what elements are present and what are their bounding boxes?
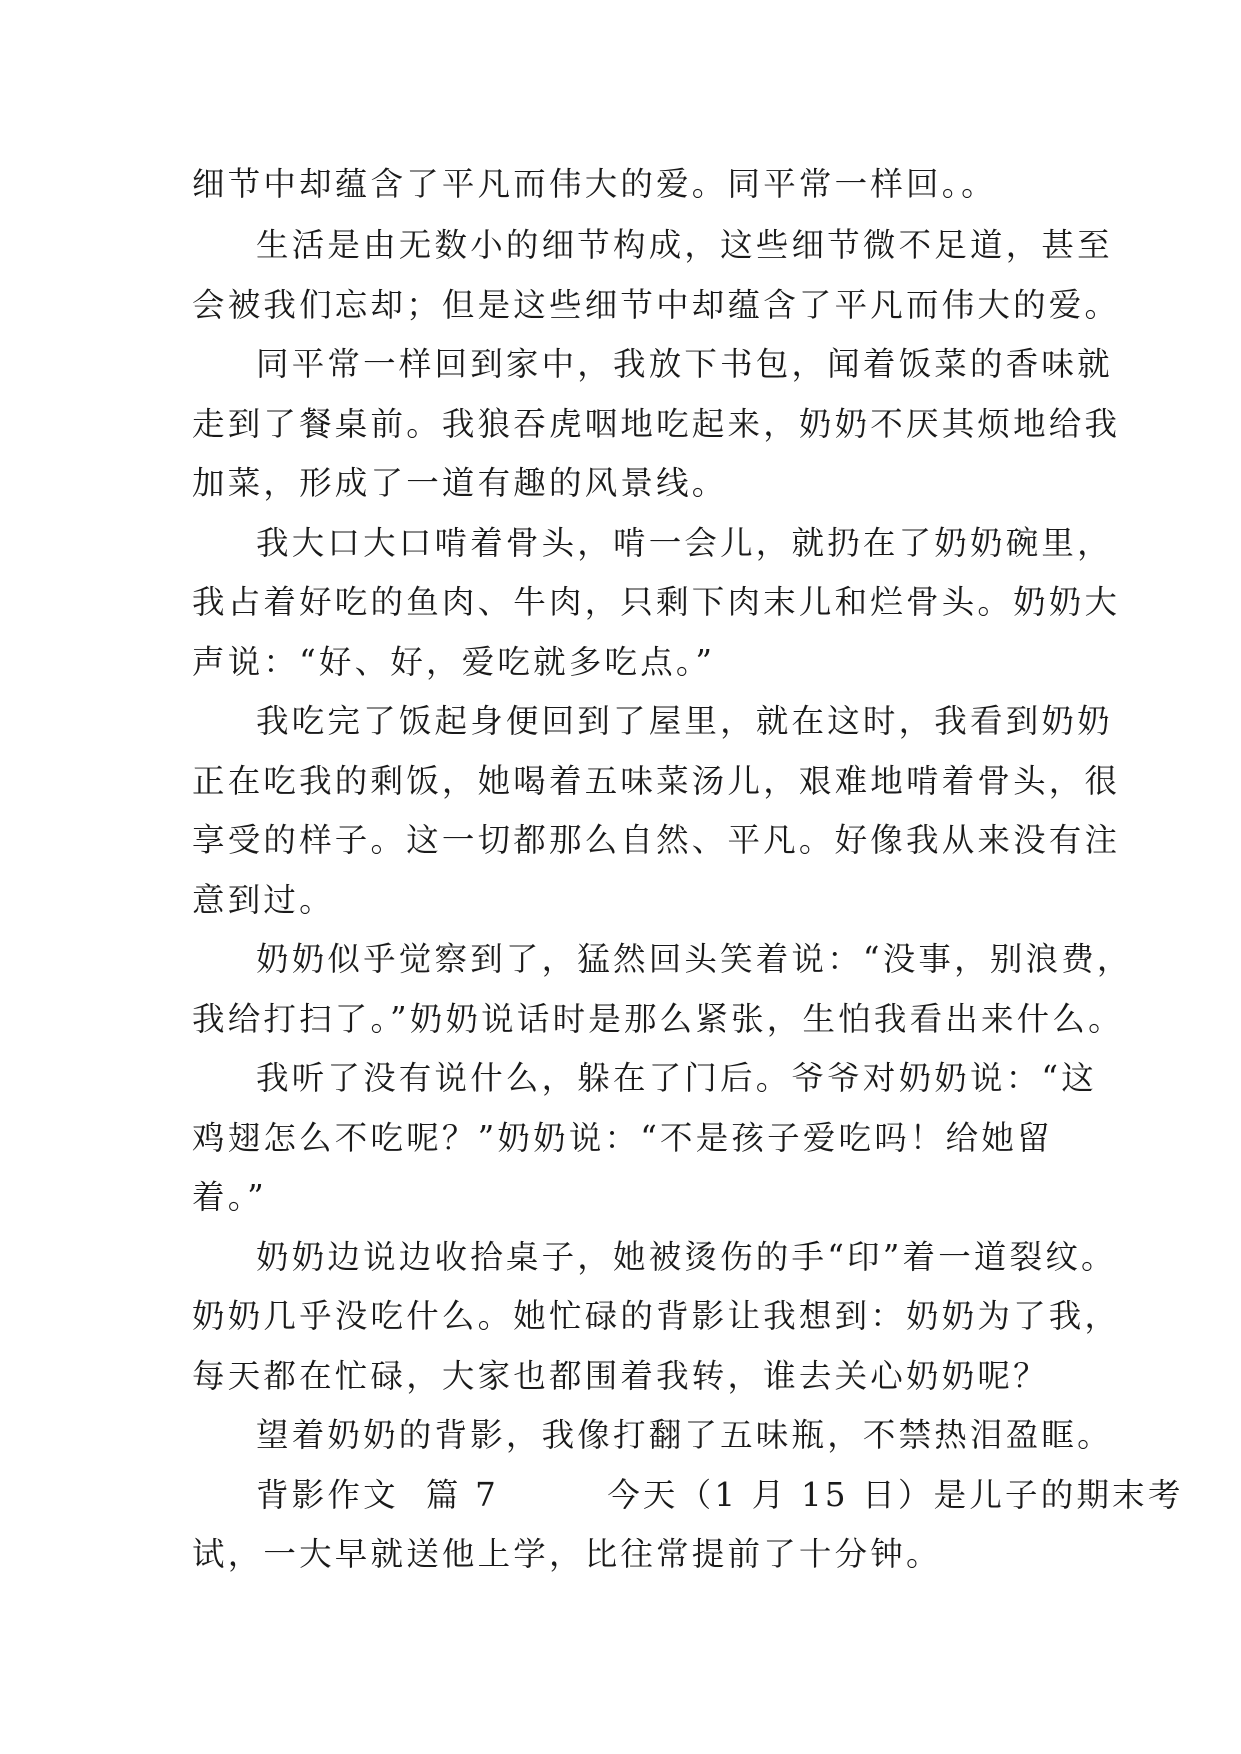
paragraph-start-line: 我大口大口啃着骨头，啃一会儿，就扔在了奶奶碗里，: [256, 524, 1113, 562]
text-line: 我占着好吃的鱼肉、牛肉，只剩下肉末儿和烂骨头。奶奶大: [192, 583, 1121, 621]
text-line: 走到了餐桌前。我狼吞虎咽地吃起来，奶奶不厌其烦地给我: [192, 405, 1121, 443]
paragraph-start-line: 望着奶奶的背影，我像打翻了五味瓶，不禁热泪盈眶。: [256, 1416, 1113, 1454]
text-line: 加菜，形成了一道有趣的风景线。: [192, 464, 728, 502]
text-line: 鸡翅怎么不吃呢？”奶奶说：“不是孩子爱吃吗！给她留: [192, 1119, 1053, 1157]
text-line: 细节中却蕴含了平凡而伟大的爱。同平常一样回。。: [192, 165, 997, 203]
text-line: 着。”: [192, 1178, 267, 1216]
paragraph-start-line: 奶奶似乎觉察到了，猛然回头笑着说：“没事，别浪费，: [256, 940, 1133, 978]
text-line: 试，一大早就送他上学，比往常提前了十分钟。: [192, 1535, 942, 1573]
text-line: 意到过。: [192, 881, 335, 919]
paragraph-start-line: 生活是由无数小的细节构成，这些细节微不足道，甚至: [256, 226, 1113, 264]
text-line: 正在吃我的剩饭，她喝着五味菜汤儿，艰难地啃着骨头，很: [192, 762, 1121, 800]
text-line: 奶奶几乎没吃什么。她忙碌的背影让我想到：奶奶为了我，: [192, 1297, 1121, 1335]
text-line: 我给打扫了。”奶奶说话时是那么紧张，生怕我看出来什么。: [192, 1000, 1124, 1038]
text-line: 会被我们忘却；但是这些细节中却蕴含了平凡而伟大的爱。: [192, 286, 1121, 324]
section-heading-line: 背影作文 篇 7 今天（1 月 15 日）是儿子的期末考: [256, 1476, 1184, 1514]
text-line: 声说：“好、好，爱吃就多吃点。”: [192, 643, 716, 681]
paragraph-start-line: 奶奶边说边收拾桌子，她被烫伤的手“印”着一道裂纹。: [256, 1238, 1117, 1276]
paragraph-start-line: 我听了没有说什么，躲在了门后。爷爷对奶奶说：“这: [256, 1059, 1097, 1097]
text-line: 享受的样子。这一切都那么自然、平凡。好像我从来没有注: [192, 821, 1121, 859]
paragraph-start-line: 同平常一样回到家中，我放下书包，闻着饭菜的香味就: [256, 345, 1113, 383]
text-line: 每天都在忙碌，大家也都围着我转，谁去关心奶奶呢？: [192, 1357, 1049, 1395]
paragraph-start-line: 我吃完了饭起身便回到了屋里，就在这时，我看到奶奶: [256, 702, 1113, 740]
